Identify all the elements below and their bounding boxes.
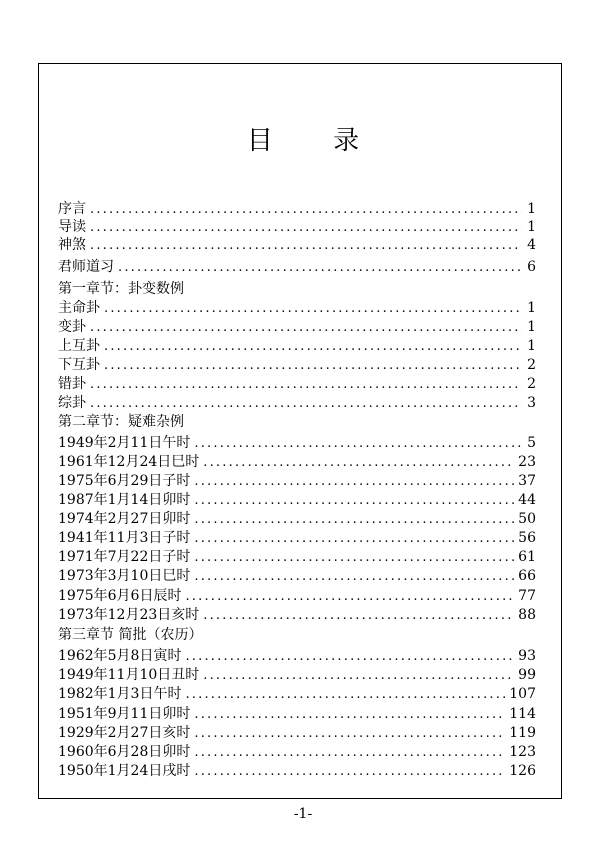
leader-dots: [185, 685, 505, 704]
toc-entry-page: 1: [527, 219, 536, 235]
leader-dots: [90, 375, 522, 394]
toc-entry[interactable]: [58, 299, 536, 318]
page-number-footer: -1-: [293, 806, 313, 822]
leader-dots: [194, 724, 505, 743]
toc-entry-label: 主命卦: [58, 300, 100, 316]
toc-entry[interactable]: [58, 258, 536, 277]
leader-dots: [203, 453, 514, 472]
toc-entry-label: 1973年3月10日巳时: [58, 568, 191, 584]
toc-entry-label: 1950年1月24日戌时: [58, 763, 191, 779]
toc-entry-page: 23: [518, 454, 536, 470]
toc-entry-label: 变卦: [58, 319, 86, 335]
leader-dots: [185, 647, 514, 666]
toc-entry-label: 1973年12月23日亥时: [58, 607, 200, 623]
toc-entry-page: 44: [518, 492, 536, 508]
leader-dots: [194, 529, 514, 548]
toc-entry-label: 上互卦: [58, 338, 100, 354]
leader-dots: [104, 356, 522, 375]
toc-entry-page: 37: [518, 473, 536, 489]
leader-dots: [90, 394, 522, 413]
toc-entry-label: 1975年6月29日子时: [58, 473, 191, 489]
leader-dots: [90, 218, 522, 237]
toc-entry-page: 2: [527, 376, 536, 392]
toc-entry-page: 50: [518, 511, 536, 527]
leader-dots: [194, 548, 514, 567]
toc-entry-label: 导读: [58, 219, 86, 235]
toc-entry[interactable]: [58, 434, 536, 453]
toc-entry-label: 序言: [58, 201, 86, 217]
toc-entry[interactable]: [58, 606, 536, 625]
toc-entry-page: 99: [518, 667, 536, 683]
toc-entry-page: 126: [509, 763, 536, 779]
chapter-heading: 第二章节：疑难杂例: [58, 414, 184, 430]
leader-dots: [194, 434, 522, 453]
toc-entry-page: 1: [527, 338, 536, 354]
toc-entry-label: 1949年2月11日午时: [58, 435, 191, 451]
leader-dots: [104, 299, 522, 318]
toc-entry-page: 114: [509, 706, 536, 722]
leader-dots: [194, 743, 505, 762]
toc-entry-label: 错卦: [58, 376, 86, 392]
toc-entry-page: 6: [527, 259, 536, 275]
leader-dots: [90, 200, 522, 219]
toc-entry-label: 下互卦: [58, 357, 100, 373]
toc-entry-label: 1982年1月3日午时: [58, 686, 182, 702]
toc-entry-label: 神煞: [58, 237, 86, 253]
toc-entry[interactable]: [58, 685, 536, 704]
toc-entry-label: 1971年7月22日子时: [58, 549, 191, 565]
toc-entry[interactable]: [58, 200, 536, 219]
toc-entry[interactable]: [58, 375, 536, 394]
leader-dots: [194, 510, 514, 529]
toc-entry[interactable]: [58, 394, 536, 413]
toc-entry-page: 119: [509, 725, 536, 741]
toc-entry[interactable]: [58, 337, 536, 356]
toc-entry[interactable]: [58, 356, 536, 375]
leader-dots: [185, 587, 514, 606]
toc-entry[interactable]: [58, 472, 536, 491]
toc-entry-page: 123: [509, 744, 536, 760]
toc-entry-label: 综卦: [58, 395, 86, 411]
toc-entry-page: 1: [527, 300, 536, 316]
leader-dots: [90, 318, 522, 337]
leader-dots: [90, 236, 522, 255]
leader-dots: [194, 567, 514, 586]
toc-entry-label: 君师道习: [58, 259, 114, 275]
toc-entry-page: 77: [518, 588, 536, 604]
toc-title: 目 录: [246, 126, 386, 156]
toc-entry-page: 66: [518, 568, 536, 584]
toc-entry[interactable]: [58, 705, 536, 724]
toc-entry-label: 1929年2月27日亥时: [58, 725, 191, 741]
toc-entry-label: 1974年2月27日卯时: [58, 511, 191, 527]
toc-entry[interactable]: [58, 762, 536, 781]
toc-entry[interactable]: [58, 453, 536, 472]
toc-entry[interactable]: [58, 218, 536, 237]
toc-entry[interactable]: [58, 724, 536, 743]
toc-entry-label: 1987年1月14日卯时: [58, 492, 191, 508]
toc-entry-page: 1: [527, 319, 536, 335]
toc-entry-label: 1961年12月24日巳时: [58, 454, 200, 470]
toc-entry-page: 93: [518, 648, 536, 664]
leader-dots: [203, 666, 514, 685]
toc-entry[interactable]: [58, 548, 536, 567]
toc-entry-page: 88: [518, 607, 536, 623]
leader-dots: [194, 472, 514, 491]
toc-entry[interactable]: [58, 529, 536, 548]
toc-entry[interactable]: [58, 587, 536, 606]
toc-entry[interactable]: [58, 647, 536, 666]
toc-entry[interactable]: [58, 743, 536, 762]
toc-entry-page: 56: [518, 530, 536, 546]
toc-entry-page: 1: [527, 201, 536, 217]
leader-dots: [118, 258, 522, 277]
toc-entry-label: 1975年6月6日辰时: [58, 588, 182, 604]
toc-entry-page: 61: [518, 549, 536, 565]
leader-dots: [203, 606, 514, 625]
toc-entry-label: 1960年6月28日卯时: [58, 744, 191, 760]
toc-entry[interactable]: [58, 236, 536, 255]
toc-entry[interactable]: [58, 491, 536, 510]
chapter-heading: 第三章节 简批（农历）: [58, 627, 203, 643]
toc-entry-label: 1962年5月8日寅时: [58, 648, 182, 664]
toc-entry-page: 3: [527, 395, 536, 411]
toc-entry[interactable]: [58, 510, 536, 529]
leader-dots: [194, 491, 514, 510]
leader-dots: [104, 337, 522, 356]
toc-entry[interactable]: [58, 567, 536, 586]
toc-entry-label: 1941年11月3日子时: [58, 530, 191, 546]
leader-dots: [194, 705, 505, 724]
toc-entry-label: 1951年9月11日卯时: [58, 706, 191, 722]
chapter-heading: 第一章节：卦变数例: [58, 281, 184, 297]
toc-entry-page: 2: [527, 357, 536, 373]
toc-entry-page: 5: [527, 435, 536, 451]
toc-entry[interactable]: [58, 666, 536, 685]
toc-entry[interactable]: [58, 318, 536, 337]
leader-dots: [194, 762, 505, 781]
toc-entry-page: 107: [509, 686, 536, 702]
toc-entry-page: 4: [527, 237, 536, 253]
toc-entry-label: 1949年11月10日丑时: [58, 667, 200, 683]
